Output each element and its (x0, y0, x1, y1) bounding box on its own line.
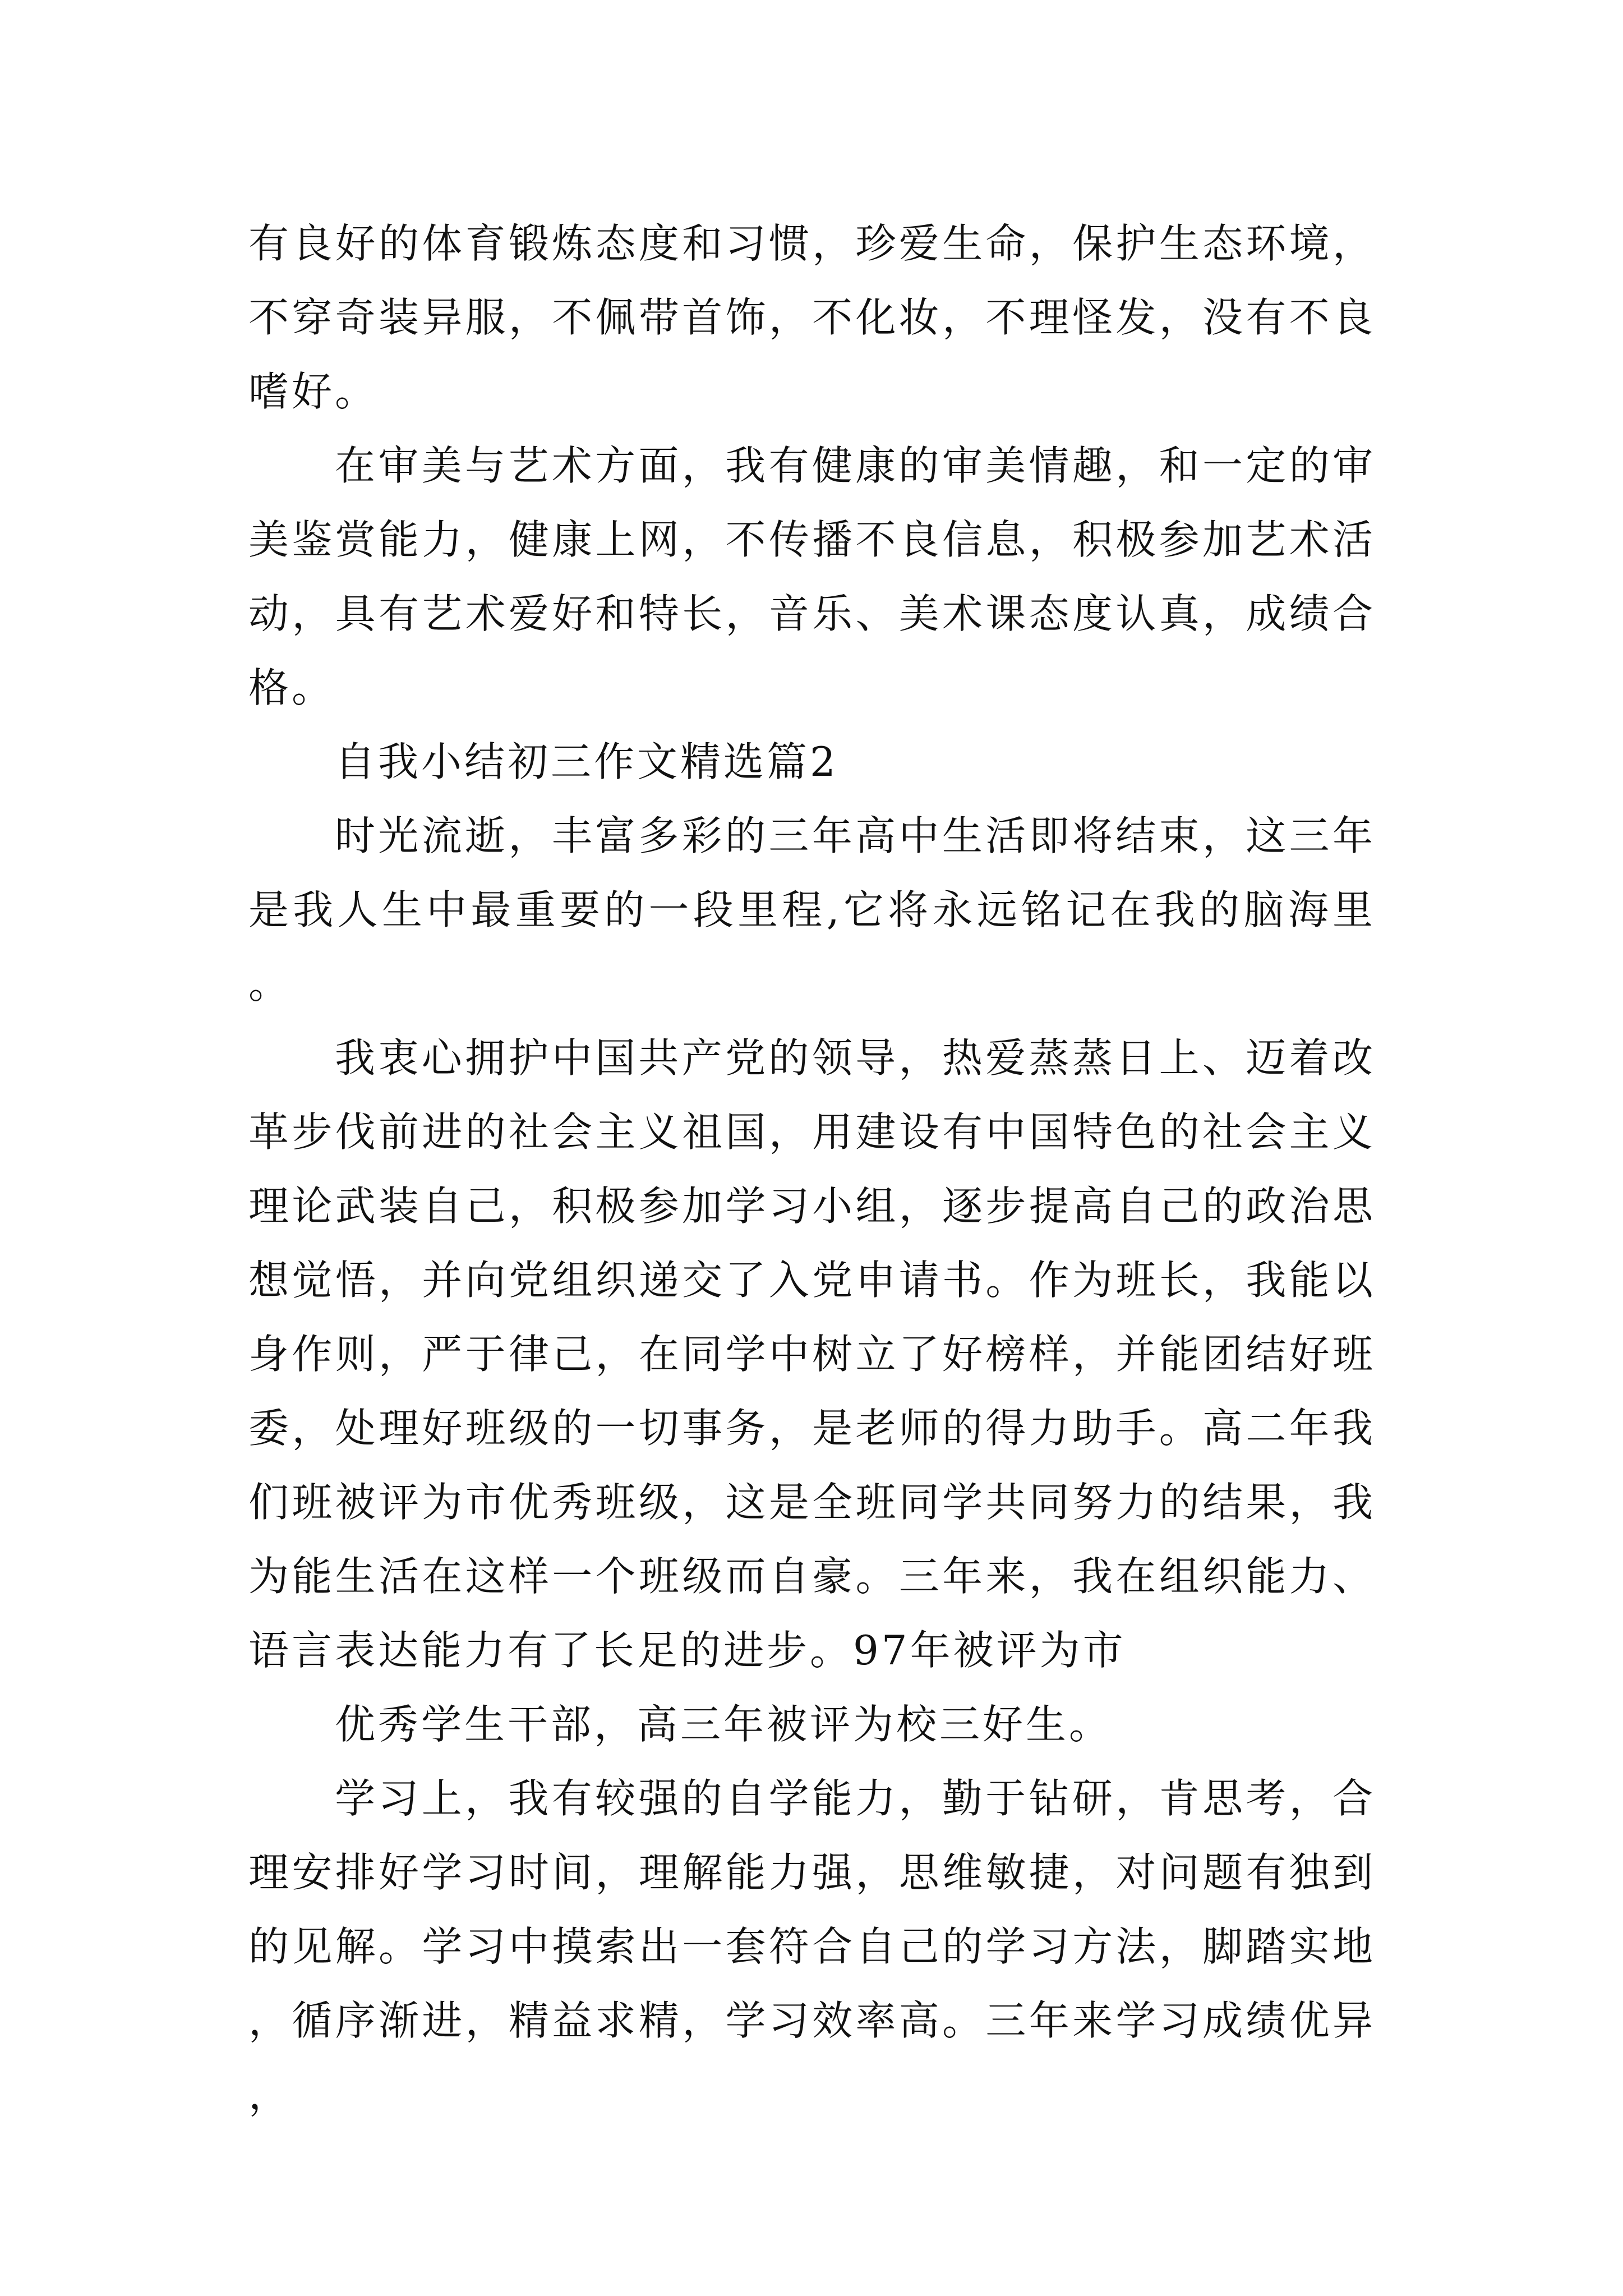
section-heading: 自我小结初三作文精选篇2 (335, 738, 838, 785)
paragraph-political-class-leader: 我衷心拥护中国共产党的领导，热爱蒸蒸日上、迈着改革步伐前进的社会主义祖国，用建设有中国特色的社会主义理论武装自己，积极参加学习小组，逐步提高自己的政治思想觉悟，并向党组织递交了入党申请书。作为班长，我能以身作则，严于律己，在同学中树立了好榜样，并能团结好班委，处理好班级的一切事务，是老师的得力助手。高二年我们班被评为市优秀班级，这是全班同学共同努力的结果，我为能生活在这样一个班级而自豪。三年来，我在组织能力、语言表达能力有了长足的进步。97年被评为市 (248, 1034, 1376, 1674)
paragraph-health-habits: 有良好的体育锻炼态度和习惯，珍爱生命，保护生态环境，不穿奇装异服，不佩带首饰，不化妆，不理怪发，没有不良嗜好。 (248, 220, 1376, 415)
document-body (248, 206, 1376, 2132)
paragraph-intro: 时光流逝，丰富多彩的三年高中生活即将结束，这三年是我人生中最重要的一段里程,它将永远铭记在我的脑海里。 (248, 812, 1376, 1007)
paragraph-aesthetics-art: 在审美与艺术方面，我有健康的审美情趣，和一定的审美鉴赏能力，健康上网，不传播不良信息，积极参加艺术活动，具有艺术爱好和特长，音乐、美术课态度认真，成绩合格。 (248, 442, 1376, 711)
paragraph-awards: 优秀学生干部，高三年被评为校三好生。 (335, 1701, 1113, 1748)
paragraph-study: 学习上，我有较强的自学能力，勤于钻研，肯思考，合理安排好学习时间，理解能力强，思维敏捷，对问题有独到的见解。学习中摸索出一套符合自己的学习方法，脚踏实地，循序渐进，精益求精，学习效率高。三年来学习成绩优异， (248, 1775, 1376, 2118)
